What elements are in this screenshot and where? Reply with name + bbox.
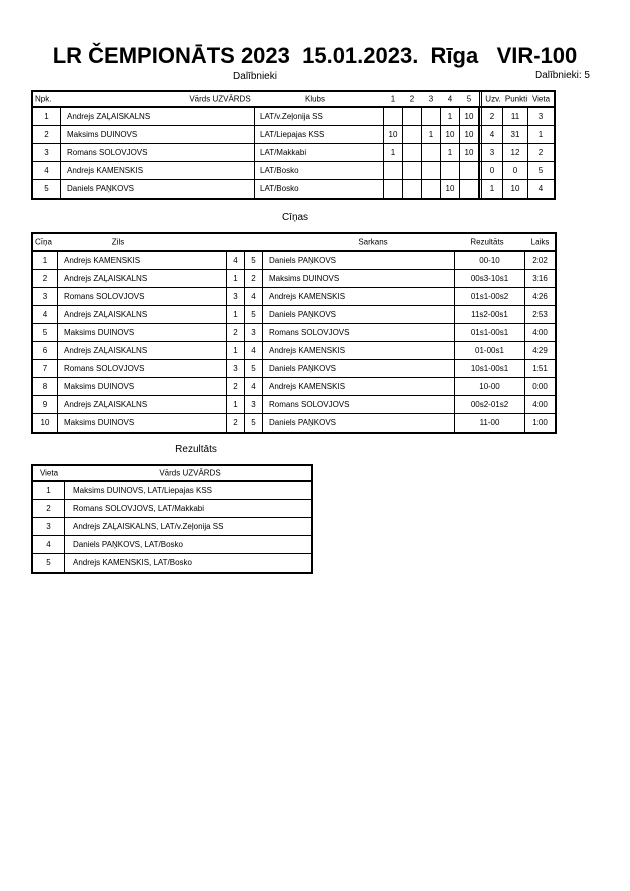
table-row	[33, 288, 555, 306]
page-title: LR ČEMPIONĀTS 2023 15.01.2023. Rīga VIR-100	[52, 43, 578, 68]
col-header-npk: Npk.	[35, 94, 52, 104]
blue-seed-cell: 1	[227, 342, 245, 359]
red-name-cell: Romans SOLOVJOVS	[263, 396, 455, 413]
club-cell: LAT/Bosko	[255, 162, 384, 179]
fights-section-label: Cīņas	[281, 212, 309, 223]
time-cell: 0:00	[532, 382, 548, 391]
round-3-cell	[422, 108, 441, 125]
red-seed-cell: 3	[245, 396, 263, 413]
col-header-name: Vārds UZVĀRDS	[189, 94, 251, 104]
points-cell: 10	[503, 180, 528, 198]
final-name-cell: Maksims DUINOVS, LAT/Liepajas KSS	[73, 486, 213, 495]
result-cell: 11-00	[455, 414, 525, 432]
table-row	[33, 108, 554, 126]
red-name-cell: Daniels PAŅKOVS	[263, 414, 455, 432]
final-name-cell: Andrejs ZAĻAISKALNS, LAT/v.Zeļonija SS	[73, 522, 224, 531]
table-row	[33, 536, 311, 554]
place-cell: 5	[538, 166, 544, 175]
npk-cell: 3	[33, 144, 61, 161]
npk-cell: 1	[33, 108, 61, 125]
col-header-club: Klubs	[304, 94, 326, 104]
blue-seed-cell: 2	[227, 414, 245, 432]
round-3-cell: 1	[422, 126, 441, 143]
results-section-label: Rezultāts	[175, 444, 217, 455]
red-seed-cell: 3	[245, 324, 263, 341]
col-header-round-1: 1	[390, 94, 396, 104]
table-row	[33, 324, 555, 342]
blue-seed-cell: 2	[227, 324, 245, 341]
round-4-cell	[441, 162, 460, 179]
fights-table-body	[33, 252, 555, 432]
col-header-time: Laiks	[530, 237, 550, 247]
blue-seed-cell: 3	[227, 288, 245, 305]
result-cell: 10-00	[455, 378, 525, 395]
result-cell: 11s2-00s1	[455, 306, 525, 323]
table-row	[33, 342, 555, 360]
round-5-cell: 10	[460, 108, 479, 125]
place-cell: 3	[538, 112, 544, 121]
blue-name-cell: Andrejs ZAĻAISKALNS	[58, 396, 227, 413]
fight-number-cell: 1	[33, 252, 58, 269]
final-name-cell: Andrejs KAMENSKIS, LAT/Bosko	[73, 558, 193, 567]
club-cell: LAT/Bosko	[255, 180, 384, 198]
fight-number-cell: 4	[33, 306, 58, 323]
time-cell: 4:29	[532, 346, 548, 355]
fight-number-cell: 9	[33, 396, 58, 413]
blue-name-cell: Romans SOLOVJOVS	[58, 288, 227, 305]
col-header-red: Sarkans	[358, 237, 388, 247]
col-header-result-name: Vārds UZVĀRDS	[159, 468, 221, 478]
time-cell: 4:00	[532, 328, 548, 337]
name-cell: Andrejs ZAĻAISKALNS	[61, 108, 255, 125]
table-row	[33, 252, 555, 270]
col-header-round-4: 4	[447, 94, 453, 104]
name-cell: Maksims DUINOVS	[61, 126, 255, 143]
fight-number-cell: 10	[33, 414, 58, 432]
round-5-cell: 10	[460, 126, 479, 143]
round-4-cell: 10	[441, 126, 460, 143]
blue-seed-cell: 1	[227, 270, 245, 287]
red-seed-cell: 4	[245, 342, 263, 359]
participants-table-header	[33, 92, 554, 108]
col-header-blue: Zils	[111, 237, 125, 247]
blue-seed-cell: 1	[227, 396, 245, 413]
blue-name-cell: Andrejs ZAĻAISKALNS	[58, 270, 227, 287]
fight-number-cell: 3	[33, 288, 58, 305]
blue-seed-cell: 2	[227, 378, 245, 395]
table-row	[33, 126, 554, 144]
col-header-wins: Uzv.	[485, 94, 501, 104]
participants-count: Dalībnieki: 5	[534, 70, 590, 81]
place-cell: 4	[538, 184, 544, 193]
red-seed-cell: 4	[245, 288, 263, 305]
points-cell: 11	[503, 108, 528, 125]
table-row	[33, 414, 555, 432]
red-name-cell: Daniels PAŅKOVS	[263, 306, 455, 323]
blue-seed-cell: 3	[227, 360, 245, 377]
round-2-cell	[403, 162, 422, 179]
participants-table	[31, 90, 556, 200]
table-row	[33, 396, 555, 414]
table-row	[33, 180, 554, 198]
npk-cell: 4	[33, 162, 61, 179]
round-3-cell	[422, 180, 441, 198]
blue-name-cell: Maksims DUINOVS	[58, 324, 227, 341]
time-cell: 2:53	[532, 310, 548, 319]
fights-table-header	[33, 234, 555, 252]
round-5-cell: 10	[460, 144, 479, 161]
col-header-round-2: 2	[409, 94, 415, 104]
wins-cell: 4	[479, 126, 503, 143]
round-1-cell: 10	[384, 126, 403, 143]
result-cell: 01s1-00s2	[455, 288, 525, 305]
col-header-result-place: Vieta	[39, 468, 59, 478]
result-cell: 10s1-00s1	[455, 360, 525, 377]
fight-number-cell: 5	[33, 324, 58, 341]
wins-cell: 3	[479, 144, 503, 161]
blue-name-cell: Andrejs KAMENSKIS	[58, 252, 227, 269]
table-row	[33, 270, 555, 288]
col-header-points: Punkti	[504, 94, 528, 104]
round-5-cell	[460, 180, 479, 198]
table-row	[33, 360, 555, 378]
wins-cell: 1	[479, 180, 503, 198]
club-cell: LAT/v.Zeļonija SS	[255, 108, 384, 125]
blue-seed-cell: 1	[227, 306, 245, 323]
table-row	[33, 518, 311, 536]
table-row	[33, 306, 555, 324]
header-group-divider	[479, 92, 482, 106]
round-2-cell	[403, 144, 422, 161]
col-header-round-5: 5	[466, 94, 472, 104]
name-cell: Andrejs KAMENSKIS	[61, 162, 255, 179]
round-2-cell	[403, 126, 422, 143]
round-4-cell: 1	[441, 144, 460, 161]
participants-table-body	[33, 108, 554, 198]
red-name-cell: Daniels PAŅKOVS	[263, 252, 455, 269]
result-cell: 00s3-10s1	[455, 270, 525, 287]
col-header-place: Vieta	[531, 94, 551, 104]
points-cell: 0	[503, 162, 528, 179]
table-row	[33, 554, 311, 572]
final-name-cell: Daniels PAŅKOVS, LAT/Bosko	[73, 540, 183, 549]
place-cell: 1	[538, 130, 544, 139]
red-seed-cell: 2	[245, 270, 263, 287]
round-1-cell	[384, 108, 403, 125]
time-cell: 2:02	[532, 256, 548, 265]
club-cell: LAT/Makkabi	[255, 144, 384, 161]
result-cell: 01s1-00s1	[455, 324, 525, 341]
time-cell: 1:51	[532, 364, 548, 373]
round-1-cell	[384, 162, 403, 179]
red-name-cell: Andrejs KAMENSKIS	[263, 378, 455, 395]
final-place-cell: 4	[33, 536, 65, 553]
result-cell: 01-00s1	[455, 342, 525, 359]
round-3-cell	[422, 144, 441, 161]
round-4-cell: 10	[441, 180, 460, 198]
name-cell: Romans SOLOVJOVS	[61, 144, 255, 161]
table-row	[33, 378, 555, 396]
fights-table	[31, 232, 557, 434]
final-place-cell: 1	[33, 482, 65, 499]
fight-number-cell: 2	[33, 270, 58, 287]
red-seed-cell: 4	[245, 378, 263, 395]
red-name-cell: Maksims DUINOVS	[263, 270, 455, 287]
table-row	[33, 482, 311, 500]
round-4-cell: 1	[441, 108, 460, 125]
time-cell: 4:26	[532, 292, 548, 301]
round-5-cell	[460, 162, 479, 179]
col-header-round-3: 3	[428, 94, 434, 104]
place-cell: 2	[538, 148, 544, 157]
fight-number-cell: 7	[33, 360, 58, 377]
round-2-cell	[403, 108, 422, 125]
red-seed-cell: 5	[245, 414, 263, 432]
blue-name-cell: Andrejs ZAĻAISKALNS	[58, 342, 227, 359]
wins-cell: 2	[479, 108, 503, 125]
points-cell: 12	[503, 144, 528, 161]
blue-name-cell: Andrejs ZAĻAISKALNS	[58, 306, 227, 323]
table-row	[33, 162, 554, 180]
time-cell: 1:00	[532, 418, 548, 427]
results-table-body	[33, 482, 311, 572]
table-row	[33, 500, 311, 518]
red-name-cell: Andrejs KAMENSKIS	[263, 288, 455, 305]
table-row	[33, 144, 554, 162]
final-place-cell: 5	[33, 554, 65, 572]
red-seed-cell: 5	[245, 360, 263, 377]
wins-cell: 0	[479, 162, 503, 179]
fight-number-cell: 6	[33, 342, 58, 359]
col-header-fight: Cīņa	[35, 237, 52, 247]
round-1-cell	[384, 180, 403, 198]
result-cell: 00s2-01s2	[455, 396, 525, 413]
red-name-cell: Romans SOLOVJOVS	[263, 324, 455, 341]
red-name-cell: Daniels PAŅKOVS	[263, 360, 455, 377]
final-place-cell: 2	[33, 500, 65, 517]
blue-name-cell: Maksims DUINOVS	[58, 378, 227, 395]
blue-seed-cell: 4	[227, 252, 245, 269]
round-1-cell: 1	[384, 144, 403, 161]
col-header-result: Rezultāts	[470, 237, 504, 247]
result-cell: 00-10	[455, 252, 525, 269]
results-table-header	[33, 466, 311, 482]
time-cell: 3:16	[532, 274, 548, 283]
name-cell: Daniels PAŅKOVS	[61, 180, 255, 198]
npk-cell: 5	[33, 180, 61, 198]
blue-name-cell: Romans SOLOVJOVS	[58, 360, 227, 377]
round-3-cell	[422, 162, 441, 179]
time-cell: 4:00	[532, 400, 548, 409]
red-name-cell: Andrejs KAMENSKIS	[263, 342, 455, 359]
npk-cell: 2	[33, 126, 61, 143]
red-seed-cell: 5	[245, 306, 263, 323]
red-seed-cell: 5	[245, 252, 263, 269]
fight-number-cell: 8	[33, 378, 58, 395]
participants-section-label: Dalībnieki	[233, 71, 277, 82]
results-table	[31, 464, 313, 574]
round-2-cell	[403, 180, 422, 198]
final-name-cell: Romans SOLOVJOVS, LAT/Makkabi	[73, 504, 205, 513]
club-cell: LAT/Liepajas KSS	[255, 126, 384, 143]
points-cell: 31	[503, 126, 528, 143]
final-place-cell: 3	[33, 518, 65, 535]
blue-name-cell: Maksims DUINOVS	[58, 414, 227, 432]
